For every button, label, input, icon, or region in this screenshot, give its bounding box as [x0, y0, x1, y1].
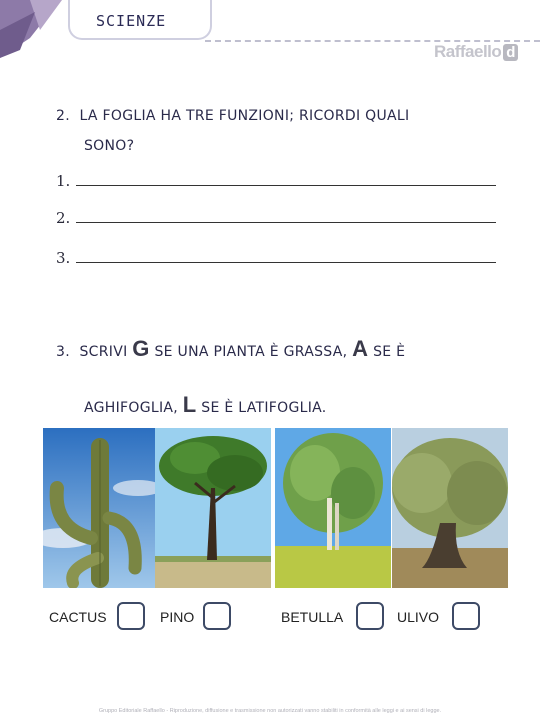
letter-l: L: [182, 392, 197, 417]
plant-label-cactus: CACTUS: [49, 609, 107, 625]
olive-photo: [392, 428, 508, 588]
ulivo-answer-box[interactable]: [452, 602, 480, 630]
birch-photo: [275, 428, 391, 588]
pine-photo: [155, 428, 271, 588]
question-2-line-2: SONO?: [84, 138, 135, 154]
letter-a: A: [352, 336, 369, 361]
cactus-photo: [43, 428, 159, 588]
pino-answer-box[interactable]: [203, 602, 231, 630]
answer-line-2[interactable]: 2.: [56, 209, 496, 227]
answer-line-1[interactable]: 1.: [56, 172, 496, 190]
question-3-number: 3.: [56, 344, 70, 360]
betulla-answer-box[interactable]: [356, 602, 384, 630]
question-2-text: LA FOGLIA HA TRE FUNZIONI; RICORDI QUALI: [79, 108, 410, 124]
question-3-line-2: AGHIFOGLIA, L SE È LATIFOGLIA.: [84, 392, 327, 417]
plant-label-pino: PINO: [160, 609, 195, 625]
question-3-line-1: 3. SCRIVI G SE UNA PIANTA È GRASSA, A SE È: [56, 336, 406, 361]
brand-logo: Raffaello d: [434, 42, 518, 62]
plant-label-ulivo: ULIVO: [397, 609, 440, 625]
letter-g: G: [132, 336, 150, 361]
question-2-line-1: [56, 108, 409, 124]
answer-line-3[interactable]: 3.: [56, 249, 496, 267]
footer-copyright: Gruppo Editoriale Raffaello - Riproduzione, diffusione e trasmissione non autorizzati vanno stabiliti in conformità alle leggi e ai sensi di legge.: [98, 708, 442, 714]
page-title: SCIENZE: [96, 12, 167, 30]
cactus-answer-box[interactable]: [117, 602, 145, 630]
plant-label-betulla: BETULLA: [281, 609, 344, 625]
question-2-number: 2.: [56, 108, 70, 124]
